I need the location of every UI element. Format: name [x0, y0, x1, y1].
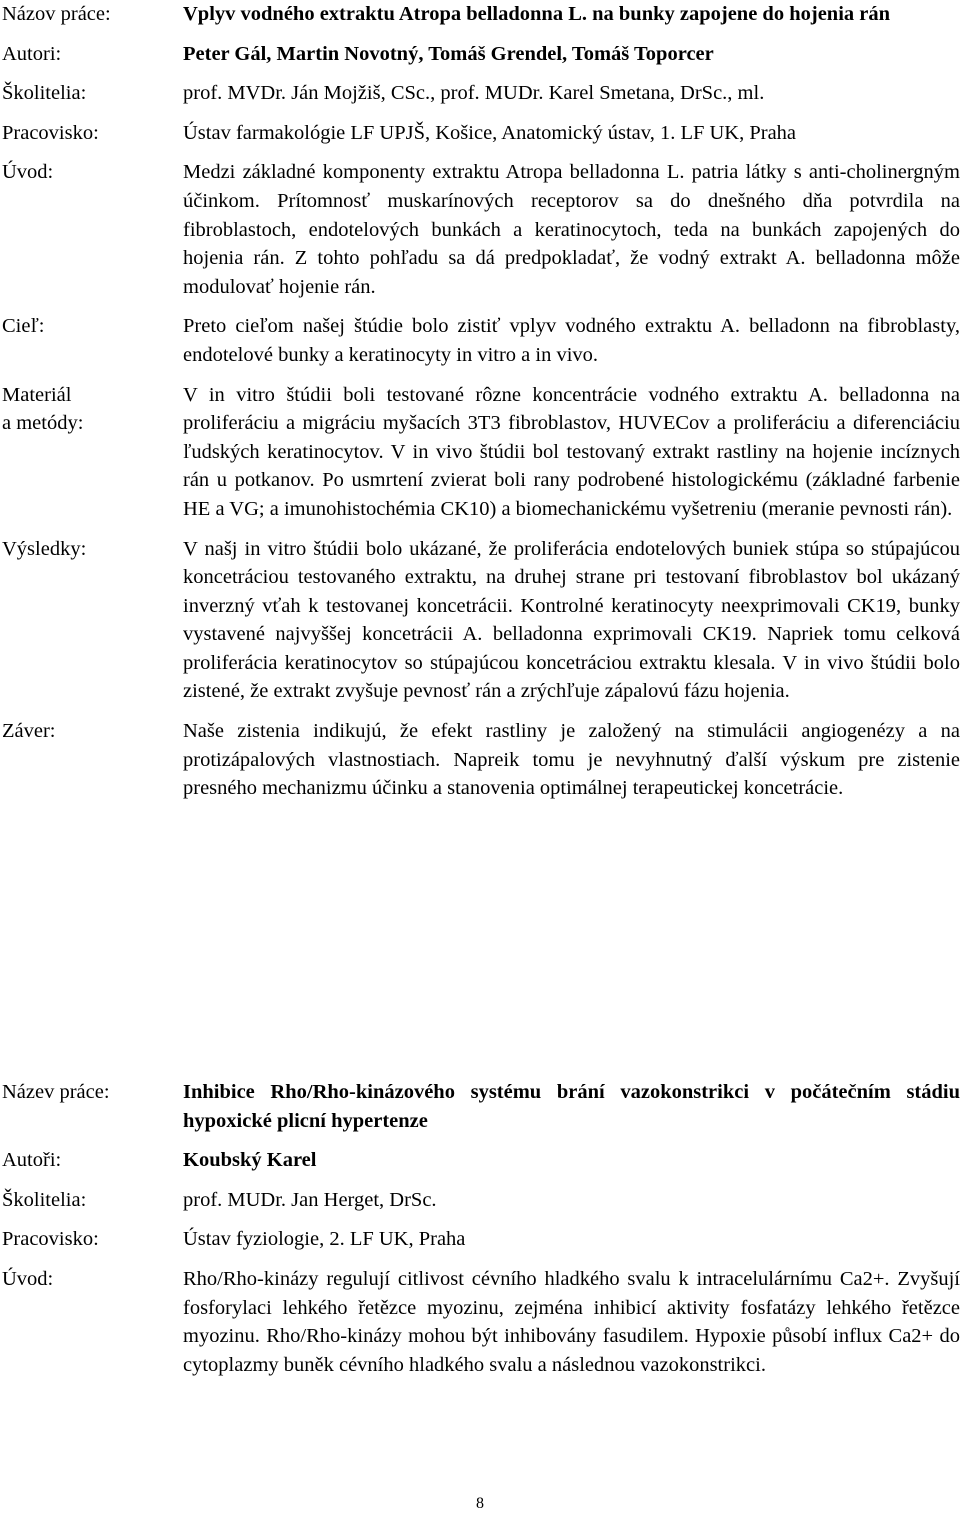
title-label: Názov práce: [2, 3, 111, 25]
title-row [0, 0, 960, 29]
results-value: V našj in vitro štúdii bolo ukázané, že proliferácia endotelových buniek stúpa so stúpajúcou koncetráciou testovaného extraktu, na druhej strane pri testovaní fibroblastov bol ukázaný inverzný vťah k testovanej koncetrácii. Kontrolné keratinocyty neexprimovali CK19, bunky vystavené najvyššej koncetrácii A. belladonna exprimovali CK19. Napriek tomu celková proliferácia keratinocytov so stúpajúcou koncetráciou extraktu klesala. V in vivo štúdii bolo zistené, že extrakt zvyšuje pevnosť rán a zrýchľuje zápalovú fázu hojenia. [183, 537, 960, 703]
authors-value: Koubský Karel [183, 1149, 317, 1172]
workplace-row [0, 119, 960, 148]
authors-value: Peter Gál, Martin Novotný, Tomáš Grendel, Tomáš Toporcer [183, 42, 714, 65]
workplace-row [0, 1225, 960, 1254]
methods-value: V in vitro štúdii boli testované rôzne koncentrácie vodného extraktu A. belladonna na proliferáciu a migráciu myšacích 3T3 fibroblastov, HUVECov a proliferáciu a diferenciáciu ľudských keratinocytov. V in vivo štúdii bol testovaný extrakt rastliny na hojenie incíznych rán u potkanov. Po usmrtení zvierat boli rany podrobené histologickému (základné farbenie HE a VG; a imunohistochémia CK10) a biomechanickému vyšetreniu (meranie pevnosti rán). [183, 383, 960, 520]
methods-label: Materiál a metódy: [2, 383, 84, 435]
title-row [0, 1078, 960, 1135]
supervisors-row [0, 1186, 960, 1215]
conclusion-row [0, 717, 960, 803]
title-value: Vplyv vodného extraktu Atropa belladonna L. na bunky zapojene do hojenia rán [183, 3, 891, 25]
page-number: 8 [476, 1495, 484, 1512]
workplace-label: Pracovisko: [2, 1228, 99, 1251]
aim-label: Cieľ: [2, 315, 45, 338]
supervisors-value: prof. MUDr. Jan Herget, DrSc. [183, 1188, 437, 1211]
authors-row [0, 1146, 960, 1175]
workplace-label: Pracovisko: [2, 121, 99, 144]
supervisors-label: Školitelia: [2, 1188, 87, 1211]
methods-row [0, 381, 960, 524]
supervisors-label: Školitelia: [2, 82, 87, 105]
conclusion-label: Záver: [2, 720, 56, 743]
intro-row [0, 158, 960, 301]
results-label: Výsledky: [2, 537, 87, 560]
aim-row [0, 312, 960, 369]
workplace-value: Ústav farmakológie LF UPJŠ, Košice, Anatomický ústav, 1. LF UK, Praha [183, 121, 797, 144]
intro-label: Úvod: [2, 161, 54, 184]
abstract-entry-2 [0, 1078, 960, 1379]
workplace-value: Ústav fyziologie, 2. LF UK, Praha [183, 1228, 466, 1251]
authors-label: Autori: [2, 42, 62, 65]
intro-value: Rho/Rho-kinázy regulují citlivost cévního hladkého svalu k intracelulárnímu Ca2+. Zvyšují fosforylaci lehkého řetězce myozinu, zejména inhibicí aktivity fosfatázy lehkého řetězce myozinu. Rho/Rho-kinázy mohou být inhibovány fasudilem. Hypoxie působí influx Ca2+ do cytoplazmy buněk cévního hladkého svalu a následnou vazokonstrikci. [183, 1267, 960, 1376]
conclusion-value: Naše zistenia indikujú, že efekt rastliny je založený na stimulácii angiogenézy a na protizápalových vlastnostiach. Napreik tomu je nevyhnutný ďalší výskum pre zistenie presného mechanizmu účinku a stanovenia optimálnej terapeutickej koncetrácie. [183, 720, 960, 800]
intro-label: Úvod: [2, 1267, 54, 1290]
results-row [0, 535, 960, 707]
supervisors-value: prof. MVDr. Ján Mojžiš, CSc., prof. MUDr. Karel Smetana, DrSc., ml. [183, 82, 765, 105]
title-value: Inhibice Rho/Rho-kinázového systému brání vazokonstrikci v počátečním stádiu hypoxické plicní hypertenze [183, 1081, 960, 1132]
title-label: Název práce: [2, 1081, 110, 1103]
supervisors-row [0, 79, 960, 108]
authors-row [0, 40, 960, 69]
aim-value: Preto cieľom našej štúdie bolo zistiť vplyv vodného extraktu A. belladonn na fibroblasty, endotelové bunky a keratinocyty in vitro a in vivo. [183, 315, 960, 366]
authors-label: Autoři: [2, 1149, 62, 1172]
intro-row [0, 1265, 960, 1379]
intro-value: Medzi základné komponenty extraktu Atropa belladonna L. patria látky s anti-cholinergným účinkom. Prítomnosť muskarínových receptorov sa do dnešného dňa potvrdila na fibroblastoch, endotelových bunkách a keratinocytoch, teda na bunkách zapojených do hojenia rán. Z tohto pohľadu sa dá predpokladať, že vodný extrakt A. belladonna môže modulovať hojenie rán. [183, 161, 960, 298]
